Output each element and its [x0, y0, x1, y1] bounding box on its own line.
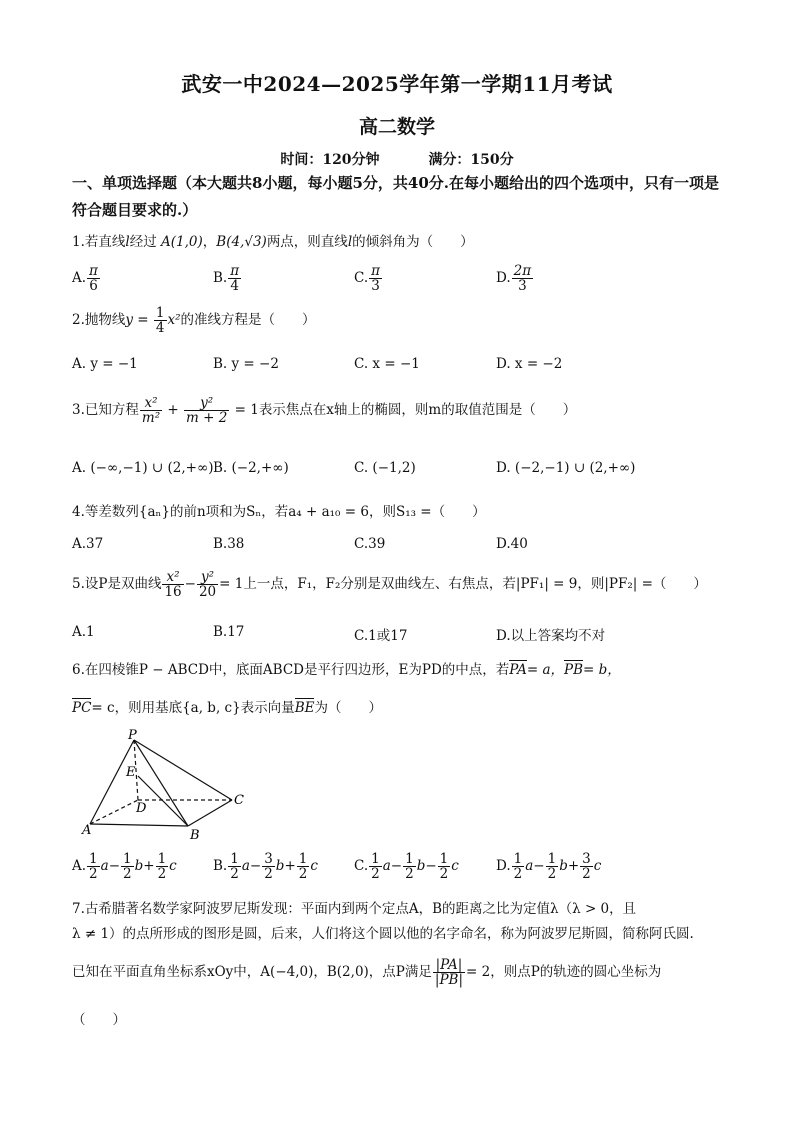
- edge-pa: [90, 740, 134, 824]
- edge-pc: [134, 740, 232, 800]
- section-heading: 一、单项选择题（本大题共8小题，每小题5分，共40分.在每小题给出的四个选项中，只有一项是符合题目要求的.）: [72, 174, 719, 219]
- question-5-option-c[interactable]: C.1或17: [354, 628, 408, 644]
- question-3-stem: 3.已知方程 $\frac{\text{x²}}{\text{m²}}$ + $\frac{\text{y²}}{m + 2}$ = 1表示焦点在x轴上的椭圆，则m的取值范围是（ ）: [72, 395, 577, 427]
- question-2-option-d[interactable]: D. x = −2: [496, 356, 563, 372]
- question-7-line2: λ ≠ 1）的点所形成的图形是圆，后来，人们将这个圆以他的名字命名，称为阿波罗尼斯圆，简称阿氏圆.: [72, 926, 694, 942]
- question-6-option-b[interactable]: B. $\frac{1}{2}$ a− $\frac{3}{2}$ b+ $\frac{1}{2}$ c: [213, 851, 318, 883]
- question-2-option-a[interactable]: A. y = −1: [72, 356, 138, 372]
- question-6-stem-line1: 6.在四棱锥P − ABCD中，底面ABCD是平行四边形，E为PD的中点，若PA= a，PB= b，: [72, 662, 621, 678]
- question-3-option-b[interactable]: B. (−2,+∞): [213, 460, 289, 476]
- label-d: D: [136, 801, 147, 816]
- exam-meta: [0, 149, 794, 169]
- question-5-stem: 5.设P是双曲线 $\frac{\text{x²}}{16}$ − $\frac{\text{y²}}{20}$ = 1上一点，F₁，F₂分别是双曲线左、右焦点，若|PF₁| = 9，则|PF₂| =（ ）: [72, 569, 707, 601]
- question-7-answer-blank: （ ）: [72, 1012, 126, 1028]
- edge-ad: [90, 800, 138, 824]
- question-6-option-a[interactable]: A. $\frac{1}{2}$ a− $\frac{1}{2}$ b+ $\frac{1}{2}$ c: [72, 851, 177, 883]
- question-5-option-a[interactable]: A.1: [72, 624, 95, 640]
- exam-score: 满分：150分: [428, 152, 514, 168]
- label-b: B: [190, 828, 200, 843]
- question-4-stem: 4.等差数列{aₙ}的前n项和为Sₙ，若a₄ + a₁₀ = 6，则S₁₃ =（ ）: [72, 504, 486, 520]
- edge-bc: [188, 800, 232, 826]
- exam-subject: 高二数学: [358, 116, 435, 138]
- question-4-option-a[interactable]: A.37: [72, 536, 104, 552]
- question-2-option-b[interactable]: B. y = −2: [213, 356, 279, 372]
- question-1-stem: 1.若直线l经过 A(1,0)，B(4,√3)两点，则直线l的倾斜角为（ ）: [72, 234, 474, 250]
- question-1-option-c[interactable]: C. $\frac{\pi}{3}$: [354, 263, 381, 295]
- question-1-option-d[interactable]: D. $\frac{2\pi}{3}$: [496, 263, 532, 295]
- question-6-stem-line2: PC= c，则用基底{a, b, c}表示向量BE为（ ）: [72, 700, 382, 716]
- label-a: A: [82, 823, 92, 838]
- label-e: E: [126, 765, 136, 780]
- question-1-option-a[interactable]: A. $\frac{\pi}{6}$: [72, 263, 98, 295]
- question-3-option-a[interactable]: A. (−∞,−1) ∪ (2,+∞): [72, 460, 214, 476]
- question-5-option-d[interactable]: D.以上答案均不对: [496, 628, 606, 644]
- question-1-option-b[interactable]: B. $\frac{\pi}{4}$: [213, 263, 240, 295]
- pyramid-figure: [80, 728, 260, 846]
- edge-ab: [90, 824, 188, 826]
- question-2-stem: 2.抛物线y = $\frac{1}{4}$ x²的准线方程是（ ）: [72, 305, 316, 337]
- exam-title: 武安一中2024—2025学年第一学期11月考试: [181, 72, 613, 96]
- question-4-option-c[interactable]: C.39: [354, 536, 386, 552]
- question-6-option-d[interactable]: D. $\frac{1}{2}$ a− $\frac{1}{2}$ b+ $\frac{3}{2}$ c: [496, 851, 602, 883]
- question-5-option-b[interactable]: B.17: [213, 624, 245, 640]
- question-7-line3: 已知在平面直角坐标系xOy中，A(−4,0)，B(2,0)，点P满足 $\frac{|PA|}{|PB|}$ = 2，则点P的轨迹的圆心坐标为: [72, 957, 662, 989]
- question-4-option-d[interactable]: D.40: [496, 536, 528, 552]
- question-6-option-c[interactable]: C. $\frac{1}{2}$ a− $\frac{1}{2}$ b− $\frac{1}{2}$ c: [354, 851, 459, 883]
- exam-time: 时间：120分钟: [280, 152, 380, 168]
- question-2-option-c[interactable]: C. x = −1: [354, 356, 420, 372]
- question-3-option-d[interactable]: D. (−2,−1) ∪ (2,+∞): [496, 460, 636, 476]
- question-3-option-c[interactable]: C. (−1,2): [354, 460, 416, 476]
- label-p: P: [128, 728, 137, 743]
- question-7-line1: 7.古希腊著名数学家阿波罗尼斯发现：平面内到两个定点A，B的距离之比为定值λ（λ > 0，且: [72, 901, 637, 917]
- label-c: C: [234, 793, 244, 808]
- question-4-option-b[interactable]: B.38: [213, 536, 245, 552]
